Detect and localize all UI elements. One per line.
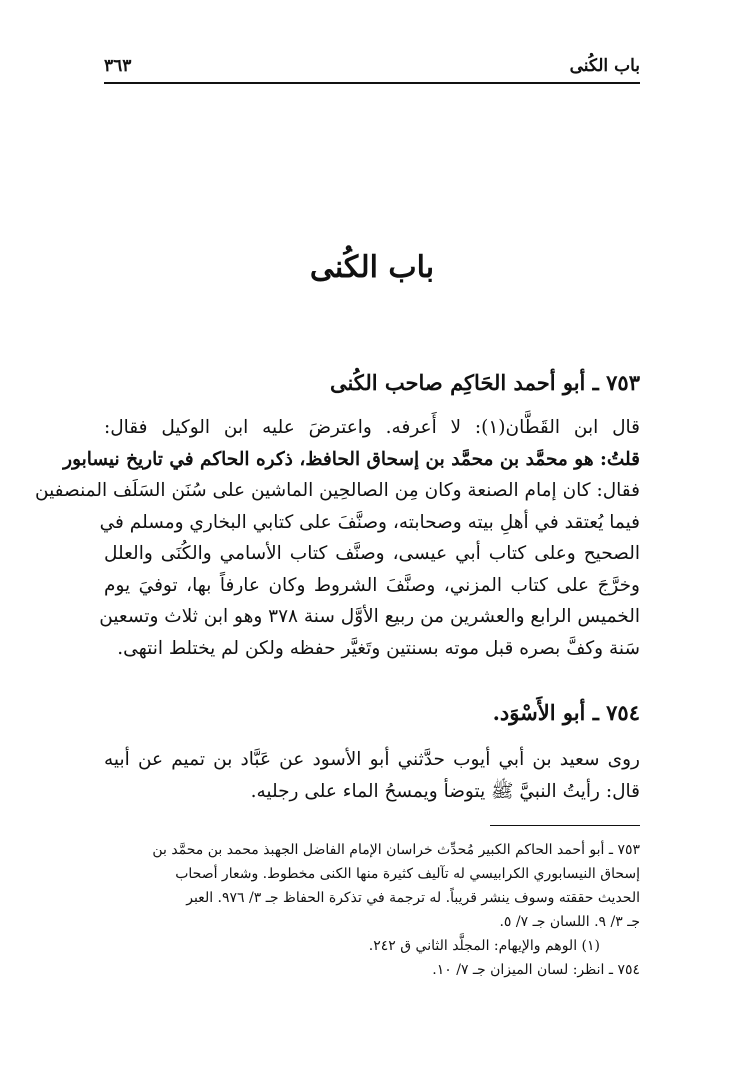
entry-754-body	[104, 744, 640, 807]
footnote-1: (١) الوهم والإيهام: المجلَّد الثاني ق ٢٤٢.	[368, 938, 600, 954]
running-header	[104, 52, 640, 80]
entry-753-line-4: فيما يُعتقد في أهلِ بيته وصحابته، وصنَّفَ على كتابي البخاري ومسلم في	[99, 511, 640, 533]
entry-753-line-1: قال ابن القَطَّان(١): لا أَعرفه. واعترضَ عليه ابن الوكيل فقال:	[104, 417, 640, 438]
entry-754-heading: ٧٥٤ ـ أبو الأَسْوَد.	[492, 700, 640, 725]
entry-753-body	[35, 412, 640, 664]
chapter-title: باب الكُنى	[309, 250, 435, 285]
entry-753-line-3: فقال: كان إمام الصنعة وكان مِن الصالحِين الماشين على سُنَن السَلَف المنصفين	[35, 480, 640, 501]
entry-754-line-2: قال: رأيتُ النبيَّ ﷺ يتوضأ ويمسحُ الماء على رجليه.	[250, 780, 640, 802]
page-number: ٣٦٣	[104, 56, 132, 76]
entry-753-heading: ٧٥٣ ـ أبو أحمد الحَاكِم صاحب الكُنى	[329, 370, 640, 395]
entry-753-line-6: وخرَّجَ على كتاب المزني، وصنَّفَ الشروط وكان عارفاً بها، توفيَ يوم	[104, 574, 640, 596]
header-rule	[104, 82, 640, 84]
entry-754-line-1: روى سعيد بن أبي أيوب حدَّثني أبو الأسود عن عَبَّاد بن تميم عن أبيه	[104, 749, 640, 770]
footnote-753-line-1: ٧٥٣ ـ أبو أحمد الحاكم الكبير مُحدِّث خراسان الإمام الفاضل الجهبذ محمد بن محمَّد بن	[152, 842, 640, 858]
footnotes	[104, 838, 640, 982]
footnote-754: ٧٥٤ ـ انظر: لسان الميزان جـ ٧/ ١٠.	[432, 962, 640, 978]
footnote-separator	[490, 825, 640, 826]
entry-753-line-8: سَنة وكفَّ بصره قبل موته بسنتين وتَغيَّر حفظه ولكن لم يختلط انتهى.	[117, 637, 640, 659]
entry-753-line-7: الخميس الرابع والعشرين من ربيع الأوَّل سنة ٣٧٨ وهو ابن ثلاث وتسعين	[99, 606, 640, 627]
entry-753-line-5: الصحيح وعلى كتاب أبي عيسى، وصنَّف كتاب الأسامي والكُنَى والعلل	[104, 543, 640, 564]
footnote-753-line-4: جـ ٣/ ٩. اللسان جـ ٧/ ٥.	[499, 914, 640, 930]
footnote-753-line-3: الحديث حققته وسوف ينشر قريباً. له ترجمة في تذكرة الحفاظ جـ ٣/ ٩٧٦. العبر	[186, 890, 640, 906]
running-header-chapter: باب الكُنى	[569, 56, 640, 76]
entry-753-line-2: قلتُ: هو محمَّد بن محمَّد بن إسحاق الحافظ، ذكره الحاكم في تاريخ نيسابور	[63, 448, 640, 470]
footnote-753-line-2: إسحاق النيسابوري الكرابيسي له تآليف كثيرة منها الكنى مخطوط. وشعار أصحاب	[175, 866, 640, 882]
